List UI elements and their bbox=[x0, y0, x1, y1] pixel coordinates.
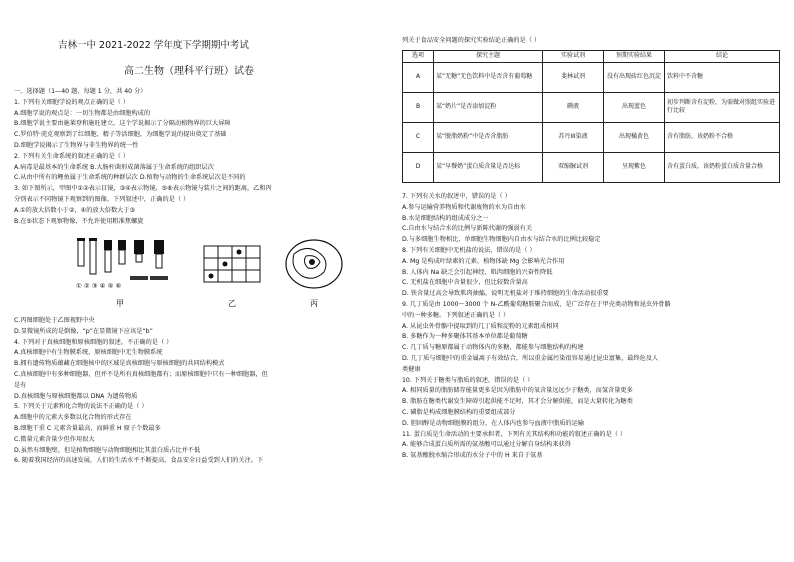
question-line: A.真核细胞中有生物膜系统，原核细胞中无生物膜系统 bbox=[14, 349, 163, 357]
question-line: D. 胆固醇是动物细胞膜的组分，在人体内也参与血液中脂质的运输 bbox=[402, 419, 584, 427]
table-row bbox=[403, 92, 780, 122]
question-line: A.细胞中的元素大多数以化合物的形式存在 bbox=[14, 414, 132, 422]
question-line: A. 从昆虫外骨骼中提取到的几丁质和淀粉的元素组成相同 bbox=[402, 322, 559, 330]
question-line: C.微量元素含量少但作用很大 bbox=[14, 435, 95, 443]
question-line: D.显微镜所成的是倒像，“p”在显微镜下应该是“b” bbox=[14, 327, 153, 335]
question-line: D. 几丁质与细胞中的重金属离子有效结合，所以重金属污染很容易通过昆虫富集，最终危及人 bbox=[402, 354, 659, 362]
table-cell: 苏丹III染液 bbox=[543, 122, 604, 152]
table-row bbox=[403, 62, 780, 92]
figure-label-yi: 乙 bbox=[228, 299, 236, 308]
table-cell: D bbox=[403, 152, 434, 182]
question-line: A. Mg 是构成叶绿素的元素，植物体缺 Mg 会影响光合作用 bbox=[402, 257, 565, 265]
question-line: 5. 下列关于元素和化合物的说法不正确的是（ ） bbox=[14, 403, 148, 411]
table-header-row bbox=[403, 51, 780, 63]
table-header-cell: 实验试剂 bbox=[543, 51, 604, 63]
question-line: B.在⑤状态下观察物像，不允许使用粗准焦螺旋 bbox=[14, 217, 144, 225]
table-cell: 双缩脲试剂 bbox=[543, 152, 604, 182]
question-line: 2. 下列有关生命系统的叙述正确的是（ ） bbox=[14, 152, 130, 160]
table-cell: 某“无糖”无色饮料中是否含有葡萄糖 bbox=[434, 62, 543, 92]
question-line: A. 相同质量的脂肪储存能量更多是因为脂肪中的氧含量远远少于糖类，而氢含量更多 bbox=[402, 387, 633, 395]
table-header-cell: 预期实验结果 bbox=[604, 51, 665, 63]
question-line: D.细胞学说揭示了生物界与非生物界的统一性 bbox=[14, 141, 139, 149]
table-cell: 斐林试剂 bbox=[543, 62, 604, 92]
question-line: 中的一种多糖。下列叙述正确的是（ ） bbox=[402, 311, 510, 319]
microscope-figure bbox=[74, 234, 344, 314]
figure-markers: ① ② ③ ④ ⑤ ⑥ bbox=[76, 282, 122, 290]
question-line: C. 无机盐在细胞中含量很少，但比较数含量高 bbox=[402, 279, 528, 287]
figure-label-bing: 丙 bbox=[310, 299, 318, 308]
question-line: C.真核细胞中有多种细胞器，但并不是所有真核细胞都有；而原核细胞中只有一种细胞器，但 bbox=[14, 370, 268, 378]
question-line: B.细胞干重 C 元素含量最高，而鲜重 H 原子个数最多 bbox=[14, 424, 161, 432]
question-line: D. 铁含量过高会导致肌肉抽搐，说明无机盐对于维持细胞的生命活动很重要 bbox=[402, 290, 609, 298]
question-line: B. 氨基酸脱水缩合形成的水分子中的 H 来自于氨基 bbox=[402, 452, 543, 460]
question-line: 4. 下列对于真核细胞和原核细胞的叙述，不正确的是（ ） bbox=[14, 338, 173, 346]
table-cell: 某“奶片”是否添加淀粉 bbox=[434, 92, 543, 122]
cell-view-yi bbox=[204, 246, 260, 282]
table-cell: 饮料中不含糖 bbox=[665, 62, 780, 92]
table-cell: 没有出现砖红色沉淀 bbox=[604, 62, 665, 92]
exam-subtitle: 高二生物（理科平行班）试卷 bbox=[124, 66, 254, 77]
objective-distance-5-icon bbox=[130, 240, 148, 280]
question-line: 是有 bbox=[14, 381, 27, 389]
table-cell: 初步判断含有淀粉，为需做对照组实验进行比较 bbox=[665, 92, 780, 122]
table-cell: C bbox=[403, 122, 434, 152]
question-line: A.病毒是最基本的生命系统 B.大肠杆菌形成菌落属于生命系统的组织层次 bbox=[14, 163, 214, 171]
figure-label-jia: 甲 bbox=[116, 299, 124, 308]
q6-continued: 列关于食品安全问题的探究实验结论正确的是（ ） bbox=[402, 37, 541, 44]
table-cell: B bbox=[403, 92, 434, 122]
question-line: 8. 下列有关细胞中无机盐的说法，错误的是（ ） bbox=[402, 246, 536, 254]
question-line: A.①的放大倍数小于②，④的放大倍数大于③ bbox=[14, 206, 136, 214]
question-line: 10. 下列关于糖类与脂质的叙述，错误的是（ ） bbox=[402, 376, 534, 384]
question-line: D.与多细胞生物相比，单细胞生物细胞内自由水与结合水的比例比较稳定 bbox=[402, 236, 601, 244]
table-header-cell: 选项 bbox=[403, 51, 434, 63]
question-line: B.细胞学说主要由施莱登和施旺建立，这个学说揭示了分隔动植物界的巨大屏障 bbox=[14, 120, 231, 128]
table-row bbox=[403, 152, 780, 182]
exam-title: 吉林一中 2021-2022 学年度下学期期中考试 bbox=[58, 40, 249, 51]
question-line: B.拥有遗传物质蕴藏在细胞核中的区域是真核细胞与原核细胞的共同结构模式 bbox=[14, 360, 225, 368]
food-safety-table bbox=[402, 50, 780, 183]
question-line: B. 人体内 Na 缺乏会引起神经、肌肉细胞的兴奋性降低 bbox=[402, 268, 553, 276]
table-body bbox=[403, 62, 780, 182]
question-line: 1. 下列有关细胞学说的观点正确的是（ ） bbox=[14, 98, 130, 106]
question-line: B.水是细胞结构的组成成分之一 bbox=[402, 214, 489, 222]
table-cell: 含有脂肪，该奶粉不合格 bbox=[665, 122, 780, 152]
table-cell: 出现蓝色 bbox=[604, 92, 665, 122]
left-questions-top bbox=[14, 87, 392, 227]
table-header-cell: 探究主题 bbox=[434, 51, 543, 63]
question-line: 6. 随着我国经济的高速发展，人们的生活水平不断提高，食品安全日益受到人们的关注。下 bbox=[14, 457, 264, 465]
question-line: D.虽然有细胞壁，但是植物细胞与动物细胞相比其蛋白质占比并不低 bbox=[14, 446, 201, 454]
question-line: D.真核细胞与原核细胞都以 DNA 为遗传物质 bbox=[14, 392, 138, 400]
question-line: A.细胞学说的观点是：一切生物都是由细胞构成的 bbox=[14, 109, 151, 117]
question-line: C.罗伯特·虎克观察到了红细胞、精子等活细胞，为细胞学说的提出奠定了基础 bbox=[14, 131, 227, 139]
right-questions bbox=[402, 192, 780, 462]
question-line: B. 多糖作为一种多聚体其基本单位都是葡萄糖 bbox=[402, 333, 528, 341]
objective-3-icon bbox=[104, 240, 112, 272]
objective-4-icon bbox=[118, 240, 126, 264]
eyepiece-2-icon bbox=[89, 238, 97, 274]
table-cell: 碘液 bbox=[543, 92, 604, 122]
question-line: C.丙图细胞处于乙图视野中央 bbox=[14, 317, 95, 324]
question-line: B. 脂肪在糖类代谢发生障碍引起供能不足时，其才会分解供能，而是大量转化为糖类 bbox=[402, 398, 633, 406]
question-line: 3. 如下图所示，甲图中①②表示目镜，③④表示物镜，⑤⑥表示物镜与装片之间的距离，乙和丙 bbox=[14, 185, 272, 193]
table-cell: 某“脱脂奶粉”中是否含脂肪 bbox=[434, 122, 543, 152]
table-row bbox=[403, 122, 780, 152]
table-header-cell: 结论 bbox=[665, 51, 780, 63]
question-line: C. 磷脂是构成细胞膜结构的重要组成部分 bbox=[402, 408, 516, 416]
question-line: 11. 蛋白质是生命活动的主要承担者，下列有关其结构和功能的叙述正确的是（ ） bbox=[402, 430, 627, 438]
question-line: 类健康 bbox=[402, 365, 421, 373]
question-line: A. 能够合成蛋白质所需的氨基酸可以通过分解自身结构来获得 bbox=[402, 441, 571, 449]
eyepiece-1-icon bbox=[77, 238, 85, 266]
table-cell: 出现橘黄色 bbox=[604, 122, 665, 152]
table-cell: A bbox=[403, 62, 434, 92]
question-line: C. 几丁质与糖原都属于动物体内的多糖，都能参与细胞结构的构建 bbox=[402, 344, 584, 352]
table-cell: 含有蛋白质，该奶粉蛋白质含量合格 bbox=[665, 152, 780, 182]
question-line: 9. 几丁质是由 1000～3000 个 N-乙酰葡萄糖胺聚合而成，是广泛存在于甲壳类动物和昆虫外骨骼 bbox=[402, 300, 671, 308]
question-line: 一、选择题（1—40 题，每题 1 分，共 40 分） bbox=[14, 88, 147, 95]
cell-view-bing bbox=[286, 240, 342, 288]
question-line: A.参与运输营养物质和代谢废物的水为自由水 bbox=[402, 203, 526, 211]
question-line: C.从由中所有的鲤鱼属于生命系统的种群层次 D.植物与动物的生命系统层次是不同的 bbox=[14, 174, 246, 182]
objective-distance-6-icon bbox=[150, 240, 168, 280]
table-cell: 呈现紫色 bbox=[604, 152, 665, 182]
table-cell: 某“早餐奶”蛋白质含量是否达标 bbox=[434, 152, 543, 182]
question-line: 分别表示不同物镜下观察到的图像。下列叙述中，正确的是（ ） bbox=[14, 195, 190, 203]
question-line: 7. 下列有关水的叙述中，错误的是（ ） bbox=[402, 193, 511, 200]
left-questions-bottom bbox=[14, 316, 392, 467]
question-line: C.自由水与结合水的比例与新陈代谢的强弱有关 bbox=[402, 225, 533, 233]
